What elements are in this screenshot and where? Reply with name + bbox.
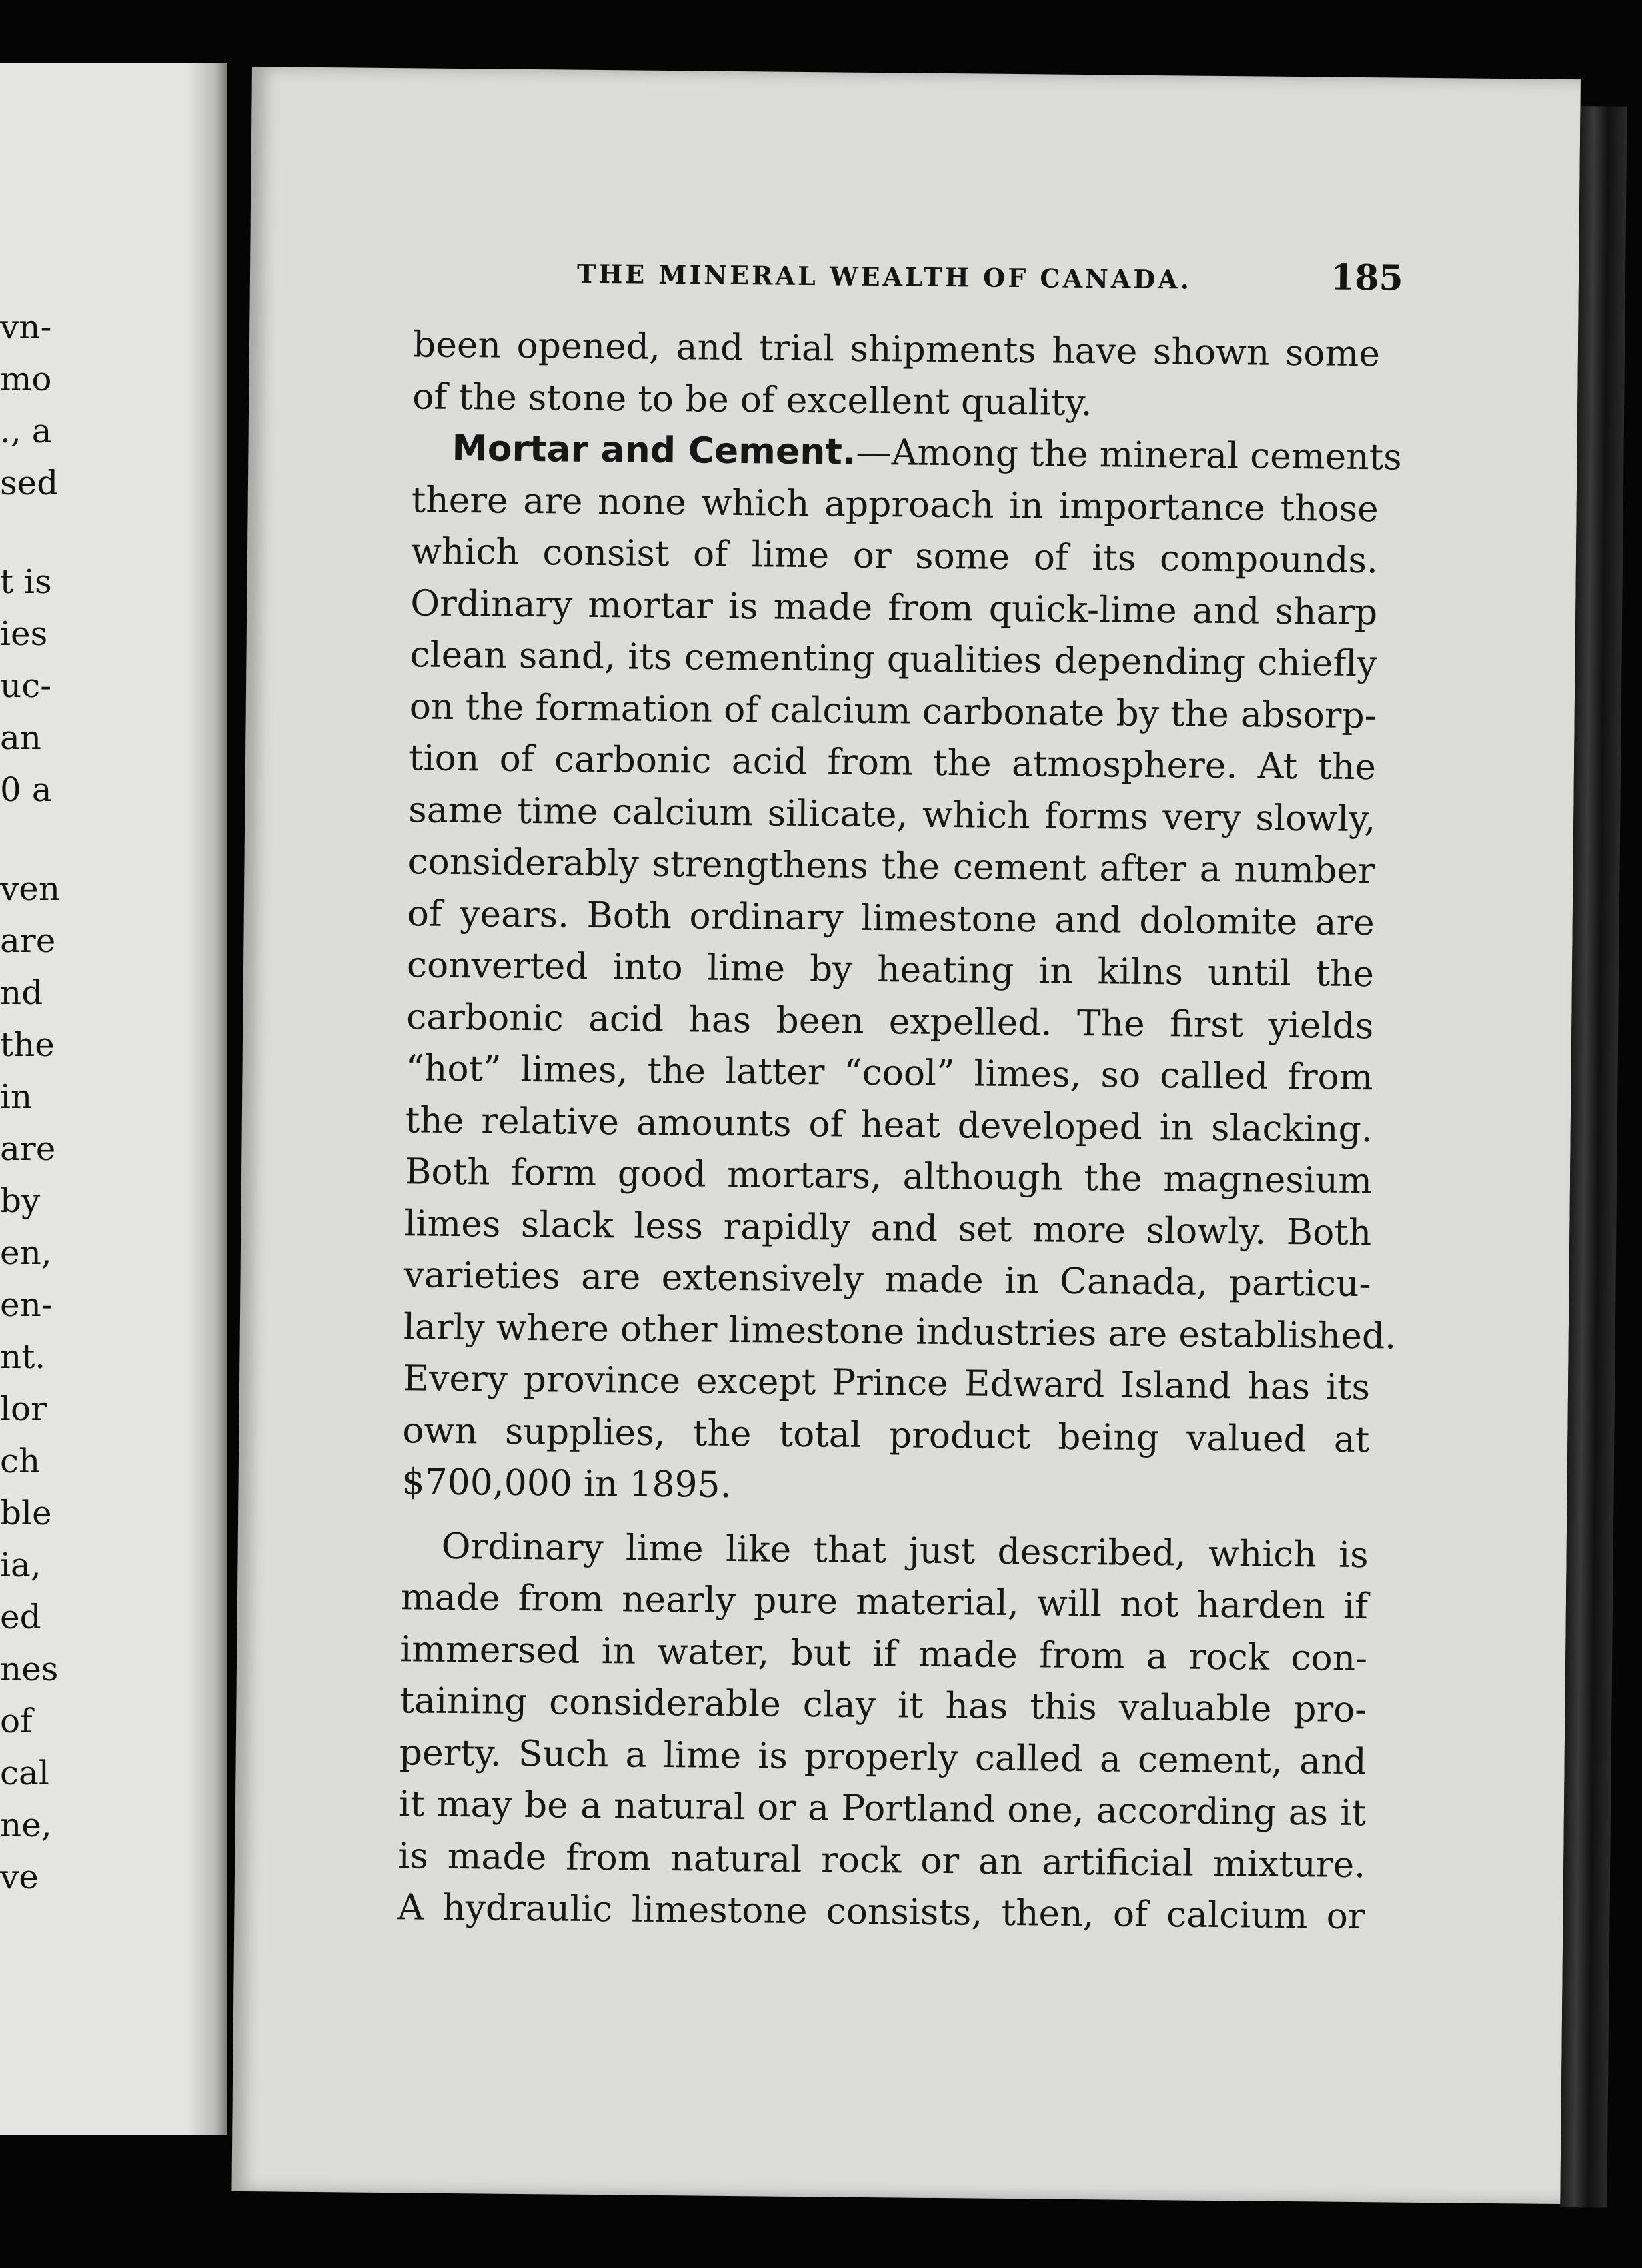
text-line: of the stone to be of excellent quality. [412,374,1092,424]
gutter-shadow [187,63,227,2135]
text-line: it may be a natural or a Portland one, according as it [398,1782,1367,1834]
text-line: of years. Both ordinary limestone and dolomite are [407,891,1375,943]
paragraph [412,318,1380,431]
margin-fragment: mo [0,360,52,398]
text-line: carbonic acid has been expelled. The first yields [406,995,1374,1047]
margin-fragment: an [0,718,42,757]
text-line: clean sand, its cementing qualities depending chiefly [409,633,1377,685]
page-number: 185 [1330,257,1403,299]
margin-fragment: vn- [0,308,52,346]
text-line: converted into lime by heating in kilns until the [406,943,1375,995]
margin-fragment: ia, [0,1546,41,1584]
margin-fragment: en- [0,1285,53,1324]
text-line: been opened, and trial shipments have shown some [412,323,1381,375]
paragraph [401,422,1402,1516]
paragraph [397,1520,1369,1942]
margin-fragment: uc- [0,666,52,705]
margin-fragment: nt. [0,1337,46,1376]
running-head: THE MINERAL WEALTH OF CANADA. [576,258,1192,295]
margin-fragment: ch [0,1442,41,1480]
text-line: considerably strengthens the cement after a number [407,840,1375,892]
text-line: limes slack less rapidly and set more slowly. Both [404,1201,1372,1253]
margin-fragment: nes [0,1650,59,1688]
margin-fragment: ve [0,1858,39,1896]
page-body [397,318,1402,1942]
margin-fragment: in [0,1077,33,1116]
text-line: made from nearly pure material, will not harden if [400,1576,1369,1628]
margin-fragment: of [0,1702,33,1740]
text-line: there are none which approach in importance those [411,478,1379,530]
text-line: larly where other limestone industries are established. [403,1305,1397,1357]
margin-fragment: en, [0,1233,52,1272]
text-line: Ordinary lime like that just described, which is [441,1524,1369,1576]
margin-fragment: ies [0,614,48,653]
margin-fragment: ed [0,1598,41,1636]
text-line: which consist of lime or some of its compounds. [410,530,1379,582]
margin-fragment: ., a [0,412,52,450]
margin-fragment: ne, [0,1806,52,1844]
margin-fragment: are [0,921,56,960]
text-line: tion of carbonic acid from the atmosphere. At the [408,736,1377,788]
margin-fragment: t is [0,562,52,601]
text-line: “hot” limes, the latter “cool” limes, so called from [405,1047,1373,1099]
text-line: A hydraulic limestone consists, then, of calcium or [397,1886,1365,1938]
margin-fragment: by [0,1181,41,1220]
text-line: own supplies, the total product being valued at [402,1408,1370,1460]
margin-fragment: ble [0,1494,52,1532]
text-line: is made from natural rock or an artificial mixture. [397,1834,1366,1886]
margin-fragment: lor [0,1389,47,1428]
text-line: the relative amounts of heat developed in slacking. [405,1098,1373,1150]
text-line: Ordinary mortar is made from quick-lime and sharp [409,581,1378,633]
text-line: immersed in water, but if made from a rock con- [399,1627,1368,1679]
margin-fragment: 0 a [0,770,52,809]
margin-fragment: are [0,1129,56,1168]
margin-fragment: sed [0,464,59,502]
margin-fragment: the [0,1025,55,1064]
margin-fragment: cal [0,1754,49,1792]
text-line: same time calcium silicate, which forms very slowly, [408,788,1376,840]
text-line: Every province except Prince Edward Island has its [402,1357,1371,1409]
text-line: perty. Such a lime is properly called a cement, and [399,1730,1367,1782]
text-line: taining considerable clay it has this valuable pro- [399,1679,1367,1731]
section-heading: Mortar and Cement. [452,426,856,473]
text-line: $700,000 in 1895. [401,1460,732,1506]
text-line [412,422,1402,482]
margin-fragment: ven [0,869,61,908]
text-line: varieties are extensively made in Canada, particu- [403,1253,1371,1305]
book-page [231,67,1580,2204]
text-run: —Among the mineral cements [855,430,1402,478]
margin-fragment: nd [0,973,43,1012]
text-line: Both form good mortars, although the magnesium [404,1150,1373,1202]
text-line: on the formation of calcium carbonate by the absorp- [409,684,1377,736]
previous-page-edge [0,63,227,2135]
